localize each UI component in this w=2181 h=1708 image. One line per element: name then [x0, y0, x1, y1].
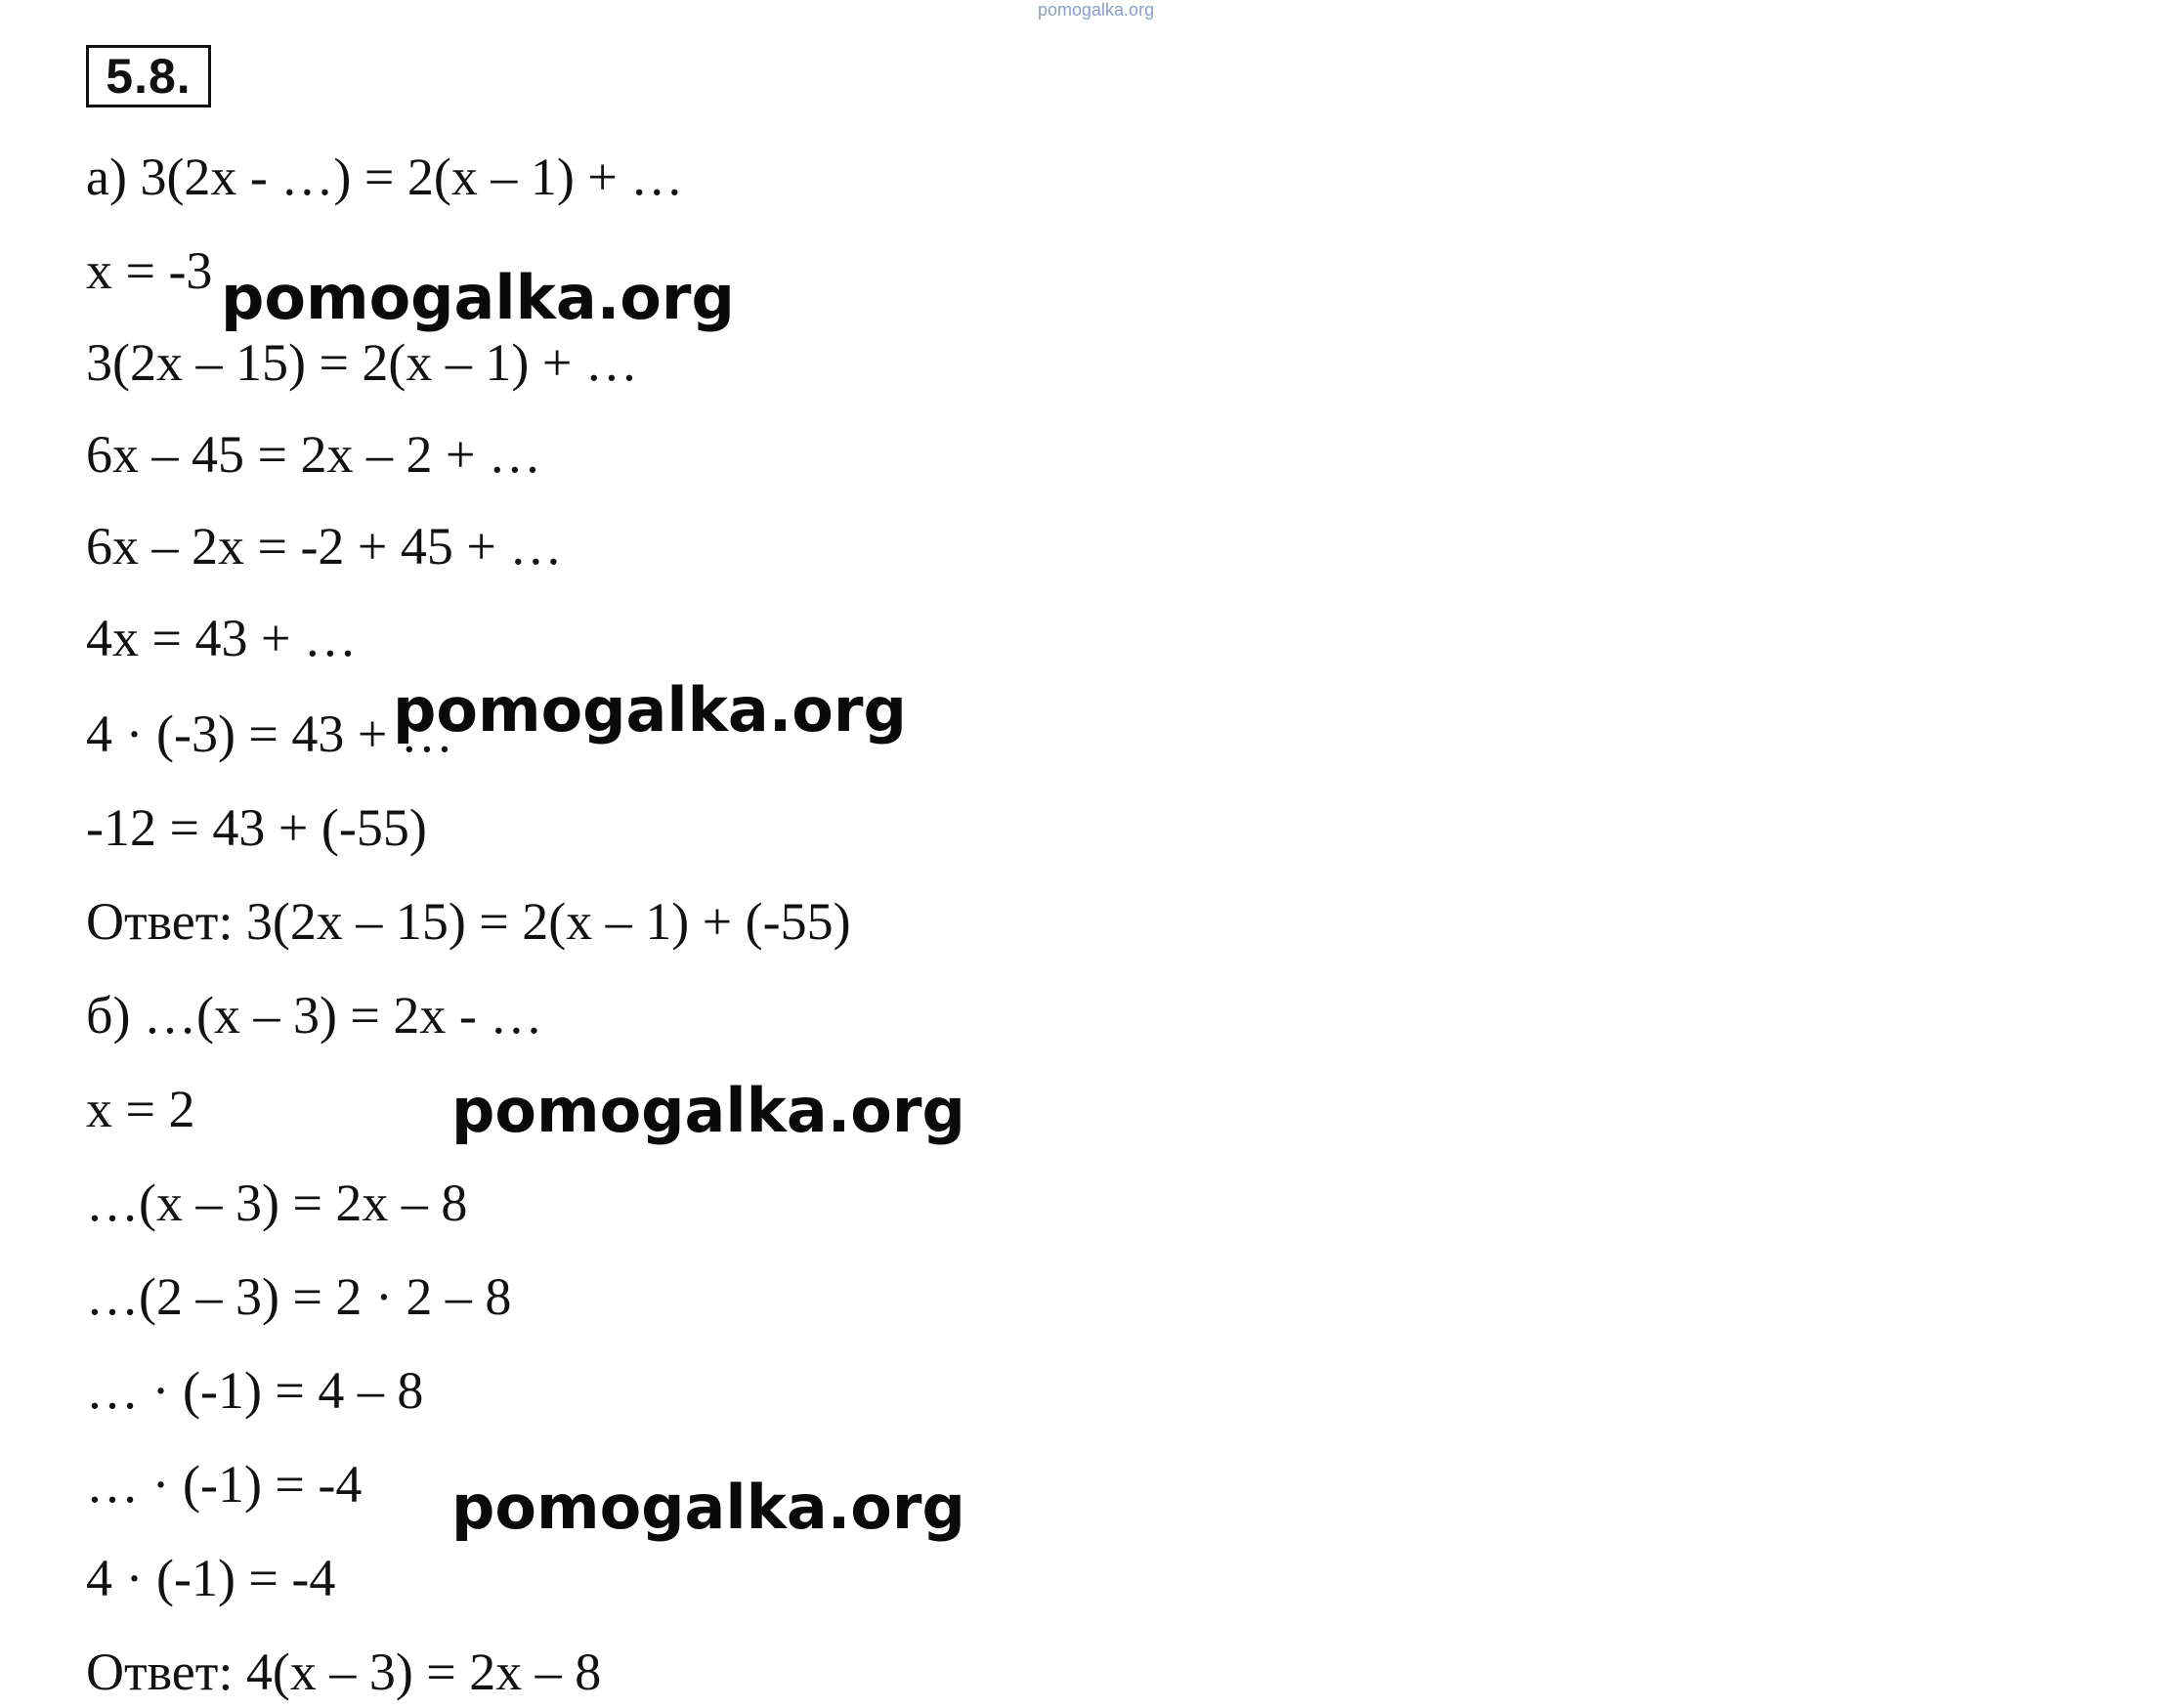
solution-line: 3(2х – 15) = 2(х – 1) + …	[86, 333, 638, 392]
solution-line: 4 · (-1) = -4	[86, 1549, 336, 1607]
solution-line: …(х – 3) = 2х – 8	[86, 1174, 468, 1232]
watermark: pomogalka.org	[221, 262, 735, 333]
solution-line: 6х – 2х = -2 + 45 + …	[86, 517, 563, 576]
solution-line: 4х = 43 + …	[86, 609, 357, 667]
answer-b: Ответ: 4(х – 3) = 2х – 8	[86, 1643, 602, 1701]
watermark: pomogalka.org	[451, 1472, 965, 1543]
problem-number: 5.8.	[86, 45, 211, 107]
answer-a: Ответ: 3(2х – 15) = 2(х – 1) + (-55)	[86, 892, 851, 951]
solution-line-a-x: х = -3	[86, 241, 213, 300]
solution-line-a-condition: а) 3(2х - …) = 2(х – 1) + …	[86, 148, 684, 206]
solution-line-b-condition: б) …(х – 3) = 2х - …	[86, 986, 543, 1045]
solution-line: 6х – 45 = 2х – 2 + …	[86, 425, 541, 484]
solution-line: 4 · (-3) = 43 + …	[86, 705, 453, 763]
solution-line: … · (-1) = -4	[86, 1455, 363, 1514]
solution-line-b-x: х = 2	[86, 1080, 195, 1138]
watermark: pomogalka.org	[451, 1075, 965, 1146]
solution-line: …(2 – 3) = 2 · 2 – 8	[86, 1267, 512, 1326]
solution-line: -12 = 43 + (-55)	[86, 798, 427, 857]
site-caption: pomogalka.org	[1038, 0, 1155, 20]
solution-line: … · (-1) = 4 – 8	[86, 1361, 424, 1420]
watermark: pomogalka.org	[393, 674, 907, 746]
